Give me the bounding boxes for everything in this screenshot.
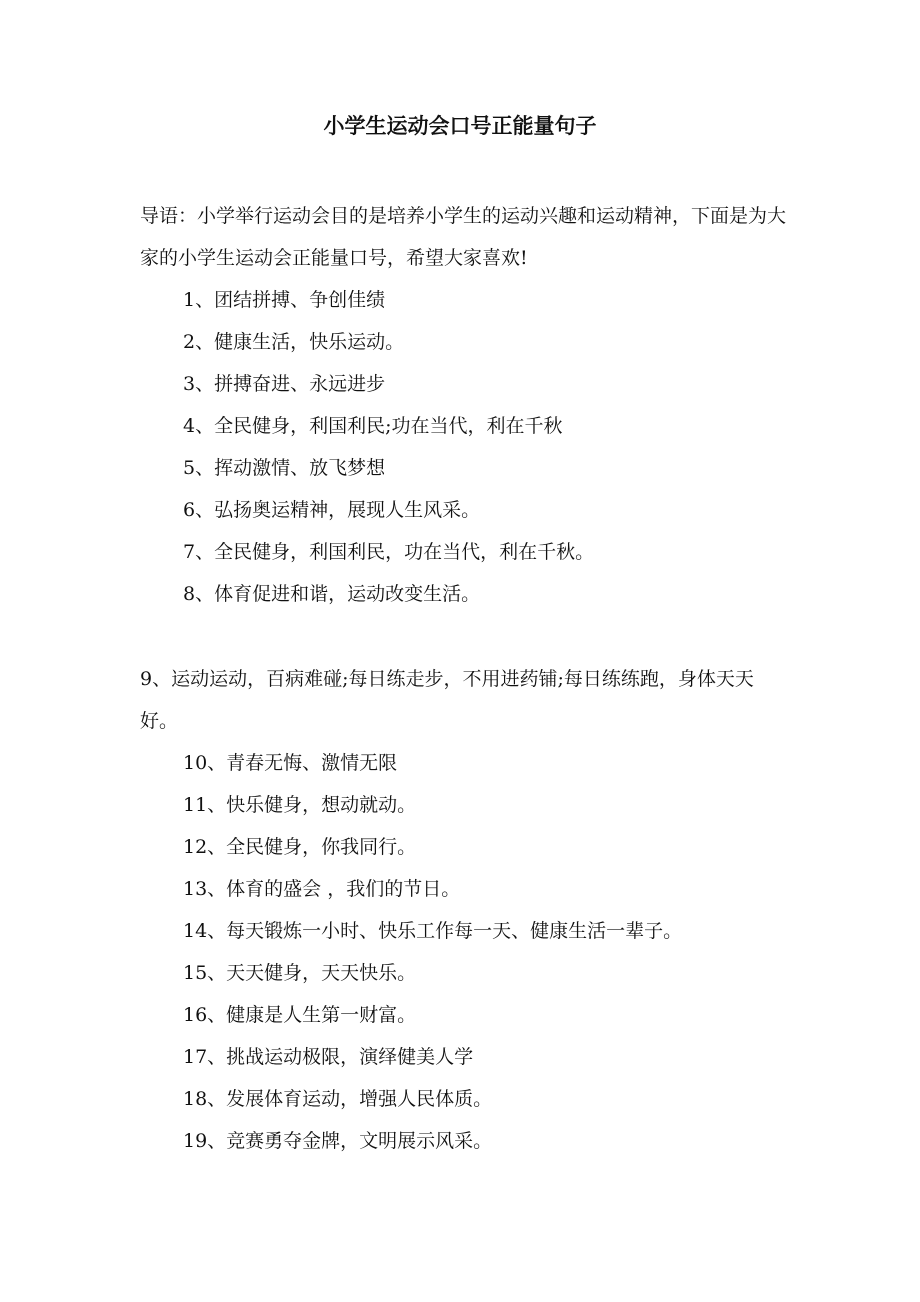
list-item: 7、全民健身，利国利民，功在当代，利在千秋。 bbox=[183, 541, 595, 563]
list-item: 5、挥动激情、放飞梦想 bbox=[183, 457, 386, 479]
list-item: 4、全民健身，利国利民;功在当代，利在千秋 bbox=[183, 415, 563, 437]
list-item: 2、健康生活，快乐运动。 bbox=[183, 331, 405, 353]
list-item: 14、每天锻炼一小时、快乐工作每一天、健康生活一辈子。 bbox=[183, 920, 683, 942]
document-title: 小学生运动会口号正能量句子 bbox=[323, 114, 597, 138]
list-item: 16、健康是人生第一财富。 bbox=[183, 1004, 417, 1026]
list-item: 12、全民健身，你我同行。 bbox=[183, 836, 417, 858]
list-item: 8、体育促进和谐，运动改变生活。 bbox=[183, 583, 481, 605]
list-item: 10、青春无悔、激情无限 bbox=[183, 752, 398, 774]
list-item: 1、团结拼搏、争创佳绩 bbox=[183, 289, 386, 311]
list-item: 13、体育的盛会 ，我们的节日。 bbox=[183, 878, 461, 900]
list-item: 6、弘扬奥运精神，展现人生风采。 bbox=[183, 499, 481, 521]
slogan-item-9-paragraph: 9、运动运动，百病难碰;每日练走步，不用进药铺;每日练练跑，身体天天好。 bbox=[140, 668, 754, 732]
list-item: 17、挑战运动极限，演绎健美人学 bbox=[183, 1046, 474, 1068]
list-item: 18、发展体育运动，增强人民体质。 bbox=[183, 1088, 493, 1110]
list-item: 15、天天健身，天天快乐。 bbox=[183, 962, 417, 984]
list-item: 3、拼搏奋进、永远进步 bbox=[183, 373, 386, 395]
list-item: 19、竞赛勇夺金牌，文明展示风采。 bbox=[183, 1130, 493, 1152]
intro-paragraph: 导语：小学举行运动会目的是培养小学生的运动兴趣和运动精神，下面是为大家的小学生运动会正能量口号，希望大家喜欢! bbox=[140, 205, 787, 269]
slogan-list-part2 bbox=[140, 742, 790, 1162]
slogan-list-part1 bbox=[140, 279, 790, 615]
list-item: 11、快乐健身，想动就动。 bbox=[183, 794, 417, 816]
